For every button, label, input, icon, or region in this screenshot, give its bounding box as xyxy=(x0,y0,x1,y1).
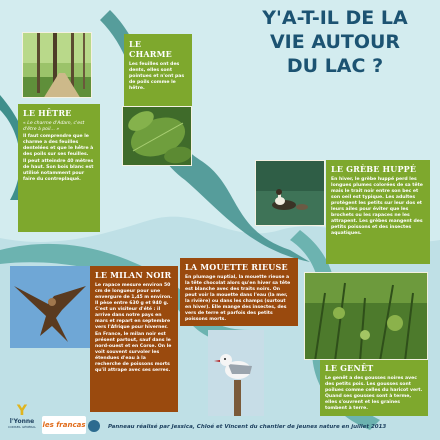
broom-text: Le genêt a des gousses noires avec des petits pois. Les gousses sont poilues comme celles du haricot vert. Quand ses gousses sont à terme, elles s'ouvrent et les graines tombent à terre. xyxy=(325,376,423,411)
beech-title: LE HÊTRE xyxy=(23,108,72,118)
francas-logo xyxy=(42,416,86,434)
yonne-logo-sub: CONSEIL GÉNÉRAL xyxy=(7,425,37,429)
hornbeam-panel xyxy=(124,34,192,114)
grebe-title: LE GRÈBE HUPPÉ xyxy=(331,164,417,174)
title-line-1: Y'A-T-IL DE LA xyxy=(262,7,408,29)
title-line-3: DU LAC ? xyxy=(286,55,384,77)
yonne-logo-name: l'Yonne xyxy=(9,418,35,425)
gull-title: LA MOUETTE RIEUSE xyxy=(185,262,288,272)
grebe-photo xyxy=(255,160,325,226)
francas-logo-text: les francas xyxy=(42,421,86,429)
hornbeam-text: Les feuilles ont des dents, elles sont pointues et n'ont pas de poils comme le hêtre. xyxy=(129,62,185,91)
title-line-2: VIE AUTOUR xyxy=(269,31,401,53)
beech-forest-photo xyxy=(22,32,92,98)
black-kite-text-1: Le rapace mesure environ 50 cm de longueur pour une envergure de 1,45 m environ. Il pèse entre 630 g et 940 g. C'est un visiteur d'été : il arrive dans notre pays en mars et repart en septembre vers l'Afrique pour hiverner. xyxy=(95,283,173,330)
black-kite-title: LE MILAN NOIR xyxy=(95,270,172,280)
gull-text: En plumage nuptial, la mouette rieuse a la tête chocolat alors qu'en hiver sa tête est blanche avec des traits noirs. On peut voir la mouette dans l'eau (la mer, la rivière) ou dans les champs (surtout en hiver). Elle mange des insectes, des vers de terre et parfois des petits poissons morts. xyxy=(185,275,291,322)
gull-panel xyxy=(180,258,298,326)
panel-credit: Panneau réalisé par Jessica, Chloé et Vincent du chantier de jeunes nature en juillet 2013 xyxy=(108,424,387,430)
broom-photo xyxy=(304,272,428,360)
partner-logo-1 xyxy=(88,420,100,432)
page-title xyxy=(232,6,438,78)
yonne-logo: Y l'Yonne CONSEIL GÉNÉRAL xyxy=(4,404,40,429)
beech-text-2: Il peut atteindre 40 mètres de haut. Son bois blanc est utilisé notamment pour faire du contreplaqué. xyxy=(23,159,94,182)
broom-panel xyxy=(320,360,428,416)
beech-text-1: Il faut comprendre que le charme a des feuilles dentelées et que le hêtre à des poils sur ses feuilles. xyxy=(23,134,94,157)
black-kite-photo xyxy=(10,266,90,348)
black-kite-text-2: En France, le milan noir est présent partout, sauf dans le nord-ouest et en Corse. On le voit souvent survoler les étendues d'eau à la recherche de poissons morts qu'il attrape avec ses serres. xyxy=(95,332,172,373)
broom-title: LE GENÊT xyxy=(325,363,374,373)
hornbeam-leaf-photo xyxy=(122,106,192,166)
beech-quote: « Le charme d'Adam, c'est d'être à poil... » xyxy=(23,121,85,132)
hornbeam-title: LE CHARME xyxy=(129,39,172,59)
grebe-panel xyxy=(326,160,430,264)
beech-panel xyxy=(18,104,100,232)
gull-photo xyxy=(208,330,264,416)
black-kite-panel xyxy=(90,266,178,412)
grebe-text: En hiver, le grèbe huppé perd les longues plumes colorées de sa tête mais le trait noir entre son bec et son oeil est typique. Les adultes protègent les petits sur leur dos et leurs ailes pour éviter que les brochets ou les rapaces ne les attrapent. Les grèbes mangent des petits poissons et des insectes aquatiques. xyxy=(331,177,423,236)
